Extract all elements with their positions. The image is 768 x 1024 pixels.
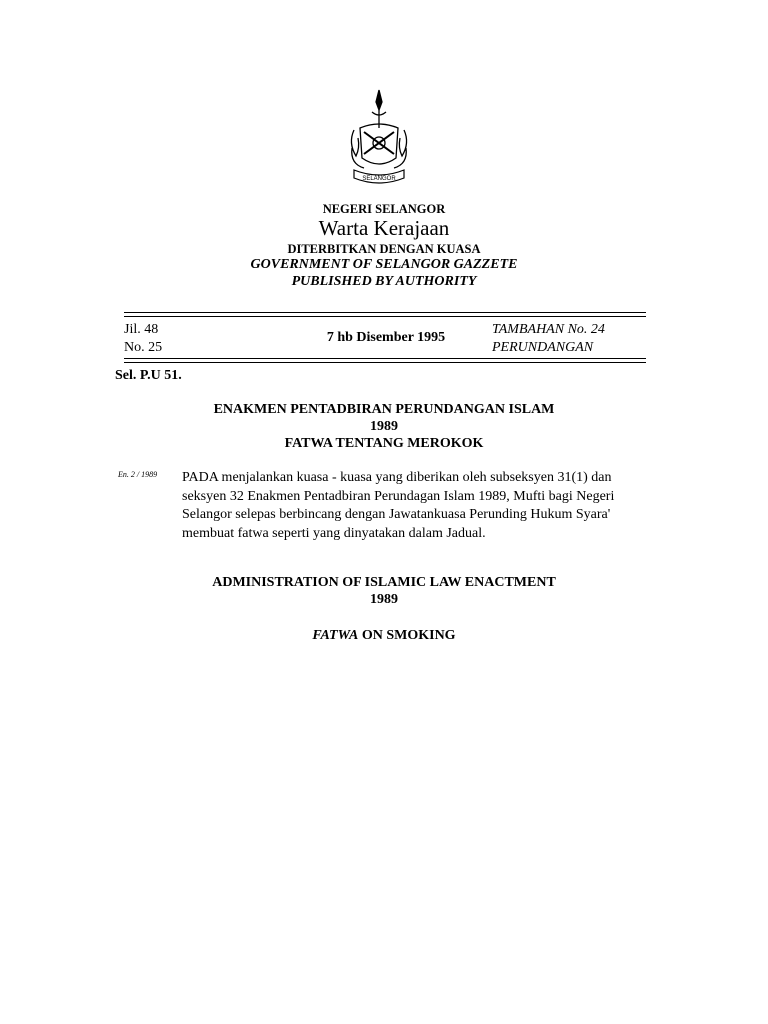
volume-block bbox=[124, 321, 162, 357]
fatwa-word: FATWA bbox=[312, 628, 359, 643]
paragraph-line: membuat fatwa seperti yang dinyatakan dalam Jadual. bbox=[182, 525, 486, 541]
fatwa-title-en bbox=[0, 628, 768, 644]
bottom-double-rule bbox=[124, 358, 646, 359]
gazette-title: Warta Kerajaan bbox=[318, 216, 450, 240]
bottom-double-rule-inner bbox=[124, 362, 646, 363]
issue-date: 7 hb Disember 1995 bbox=[326, 330, 446, 345]
paragraph-line: seksyen 32 Enakmen Pentadbiran Perundagan Islam 1989, Mufti bagi Negeri bbox=[182, 488, 615, 504]
heading-english bbox=[0, 574, 768, 608]
fatwa-subject: ON SMOKING bbox=[358, 628, 456, 643]
crest-icon bbox=[346, 88, 412, 188]
enactment-year-en: 1989 bbox=[370, 592, 398, 607]
crest-ribbon-text: SELANGOR bbox=[362, 176, 396, 182]
selangor-crest-emblem bbox=[346, 88, 412, 188]
gazette-title-en: GOVERNMENT OF SELANGOR GAZZETE bbox=[250, 257, 518, 272]
top-double-rule bbox=[124, 312, 646, 313]
notification-reference: Sel. P.U 51. bbox=[115, 368, 182, 383]
published-by-authority-en: PUBLISHED BY AUTHORITY bbox=[291, 274, 477, 289]
supplement-number: TAMBAHAN No. 24 bbox=[492, 322, 605, 337]
supplement-block bbox=[492, 321, 605, 357]
heading-malay bbox=[0, 401, 768, 452]
top-double-rule-inner bbox=[124, 316, 646, 317]
issue-number: No. 25 bbox=[124, 340, 163, 355]
paragraph-line: PADA menjalankan kuasa - kuasa yang diberikan oleh subseksyen 31(1) dan bbox=[182, 470, 612, 485]
fatwa-title-ms: FATWA TENTANG MEROKOK bbox=[284, 436, 484, 451]
enactment-year-ms: 1989 bbox=[370, 419, 398, 434]
paragraph-line: Selangor selepas berbincang dengan Jawatankuasa Perunding Hukum Syara' bbox=[182, 507, 611, 522]
margin-note: En. 2 / 1989 bbox=[118, 470, 158, 479]
body-paragraph bbox=[182, 469, 648, 543]
volume-number: Jil. 48 bbox=[124, 322, 159, 337]
issued-by-authority-ms: DITERBITKAN DENGAN KUASA bbox=[287, 242, 481, 256]
supplement-category: PERUNDANGAN bbox=[492, 340, 594, 355]
enactment-title-ms: ENAKMEN PENTADBIRAN PERUNDANGAN ISLAM bbox=[213, 402, 555, 417]
state-name: NEGERI SELANGOR bbox=[322, 202, 446, 216]
enactment-title-en: ADMINISTRATION OF ISLAMIC LAW ENACTMENT bbox=[212, 575, 556, 590]
